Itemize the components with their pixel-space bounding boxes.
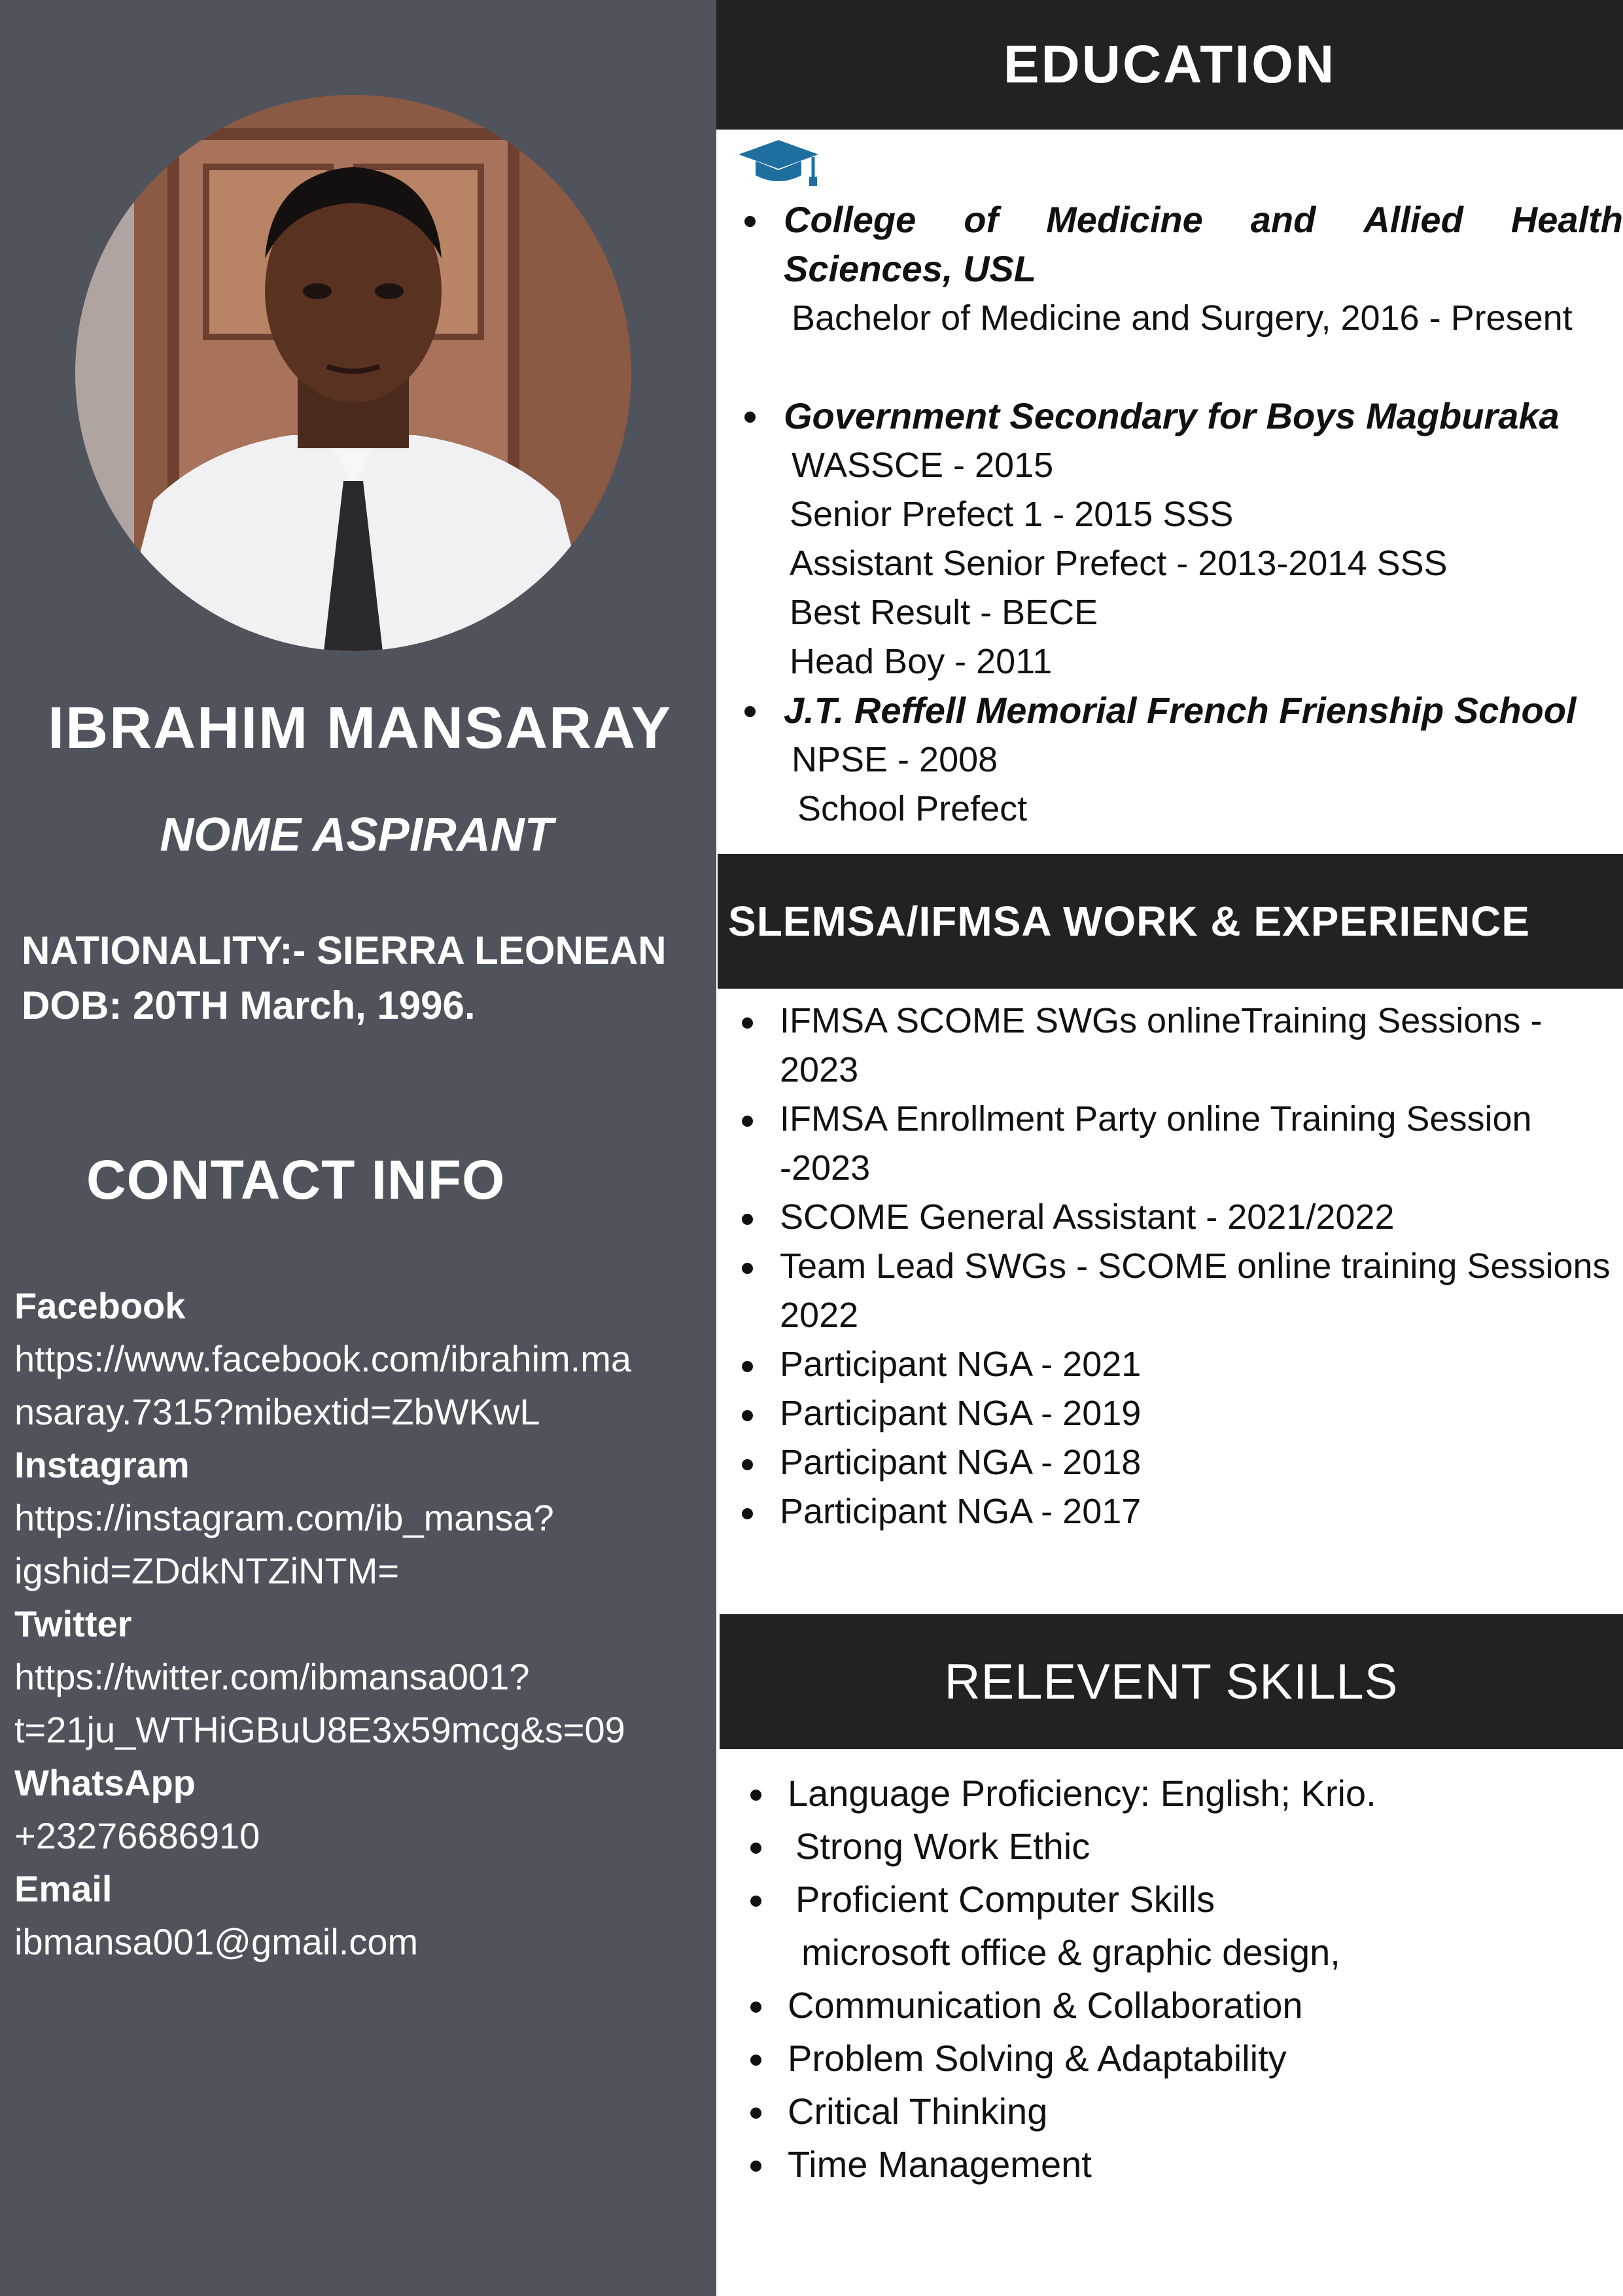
bullet (742, 1508, 753, 1519)
school-3-name: J.T. Reffell Memorial French Frienship School (784, 690, 1577, 731)
email-label: Email (14, 1868, 113, 1909)
date-of-birth: DOB: 20TH March, 1996. (22, 983, 476, 1027)
full-name: IBRAHIM MANSARAY (48, 696, 672, 761)
bullet (750, 2108, 761, 2119)
school-1-word: Allied (1363, 199, 1463, 240)
experience-item-continued: -2023 (780, 1148, 871, 1188)
experience-item-continued: 2023 (780, 1050, 859, 1089)
facebook-link[interactable]: https://www.facebook.com/ibrahim.ma (14, 1338, 632, 1379)
instagram-link[interactable]: https://instagram.com/ib_mansa? (14, 1497, 554, 1538)
bullet (742, 1214, 753, 1225)
bullet (750, 2161, 761, 2172)
bullet (744, 216, 756, 227)
school-1-word: and (1250, 199, 1316, 240)
contact-heading: CONTACT INFO (86, 1149, 506, 1210)
experience-heading: SLEMSA/IFMSA WORK & EXPERIENCE (728, 898, 1530, 945)
skill-item: Critical Thinking (788, 2091, 1048, 2132)
bullet (744, 706, 756, 717)
nationality: NATIONALITY:- SIERRA LEONEAN (22, 928, 667, 972)
school-3-detail: School Prefect (797, 789, 1028, 828)
experience-item: Participant NGA - 2021 (780, 1345, 1142, 1384)
school-2-detail: Assistant Senior Prefect - 2013-2014 SSS (790, 544, 1448, 583)
skill-item: Proficient Computer Skills (795, 1879, 1215, 1920)
skill-item: Communication & Collaboration (788, 1985, 1303, 2026)
school-1-word: Health (1510, 199, 1623, 240)
experience-item: Participant NGA - 2019 (780, 1394, 1142, 1433)
twitter-label: Twitter (14, 1603, 132, 1644)
bullet (742, 1459, 753, 1470)
bullet (750, 2002, 761, 2013)
bullet (744, 412, 756, 423)
skill-item: Language Proficiency: English; Krio. (788, 1773, 1376, 1814)
bullet (742, 1410, 753, 1421)
education-header (716, 0, 1623, 130)
school-1-detail: Bachelor of Medicine and Surgery, 2016 - Present (792, 298, 1573, 338)
bullet (750, 1790, 761, 1801)
facebook-label: Facebook (14, 1285, 186, 1326)
profile-photo (75, 95, 631, 651)
whatsapp-number[interactable]: +23276686910 (14, 1815, 260, 1856)
school-1-word: College (784, 199, 916, 240)
bullet (742, 1263, 753, 1274)
contact-list (14, 1279, 695, 1968)
experience-item: IFMSA SCOME SWGs onlineTraining Sessions - (780, 1001, 1543, 1040)
experience-item-continued: 2022 (780, 1296, 859, 1335)
profile-photo-illustration (75, 95, 631, 651)
skill-item-continued: microsoft office & graphic design, (801, 1932, 1340, 1973)
school-1-name (784, 198, 1623, 241)
email-address[interactable]: ibmansa001@gmail.com (14, 1921, 419, 1962)
instagram-link-continued[interactable]: igshid=ZDdkNTZiNTM= (14, 1550, 400, 1591)
experience-item: IFMSA Enrollment Party online Training Session (780, 1099, 1532, 1139)
school-1-word: of (964, 199, 999, 240)
skills-heading: RELEVENT SKILLS (944, 1653, 1399, 1710)
graduation-cap-icon (736, 137, 821, 190)
school-1-name-continued: Sciences, USL (784, 248, 1036, 289)
bullet (750, 1896, 761, 1907)
skill-item: Strong Work Ethic (795, 1826, 1091, 1867)
bullet (742, 1361, 753, 1372)
school-2-name: Government Secondary for Boys Magburaka (784, 395, 1560, 436)
experience-header (718, 854, 1623, 989)
bullet (750, 2055, 761, 2066)
sidebar (0, 0, 716, 2296)
education-heading: EDUCATION (1003, 35, 1336, 94)
instagram-label: Instagram (14, 1444, 190, 1485)
experience-item: Participant NGA - 2018 (780, 1443, 1142, 1482)
role-title: NOME ASPIRANT (160, 809, 553, 861)
school-2-detail: Best Result - BECE (790, 593, 1098, 632)
experience-item: SCOME General Assistant - 2021/2022 (780, 1197, 1395, 1237)
school-1-word: Medicine (1046, 199, 1203, 240)
whatsapp-label: WhatsApp (14, 1762, 196, 1803)
experience-item: Team Lead SWGs - SCOME online training Sessions (780, 1246, 1611, 1286)
school-3-detail: NPSE - 2008 (792, 740, 998, 779)
facebook-link-continued[interactable]: nsaray.7315?mibextid=ZbWKwL (14, 1391, 540, 1432)
school-2-detail: Head Boy - 2011 (790, 642, 1053, 681)
experience-item: Participant NGA - 2017 (780, 1492, 1142, 1531)
school-2-detail: WASSCE - 2015 (792, 446, 1054, 485)
skill-item: Problem Solving & Adaptability (788, 2038, 1287, 2079)
twitter-link[interactable]: https://twitter.com/ibmansa001? (14, 1656, 530, 1697)
skills-header (720, 1614, 1623, 1749)
bullet (742, 1116, 753, 1127)
bullet (750, 1843, 761, 1854)
school-2-detail: Senior Prefect 1 - 2015 SSS (790, 495, 1234, 534)
bullet (742, 1017, 753, 1029)
twitter-link-continued[interactable]: t=21ju_WTHiGBuU8E3x59mcg&s=09 (14, 1709, 625, 1750)
skill-item: Time Management (788, 2144, 1092, 2185)
